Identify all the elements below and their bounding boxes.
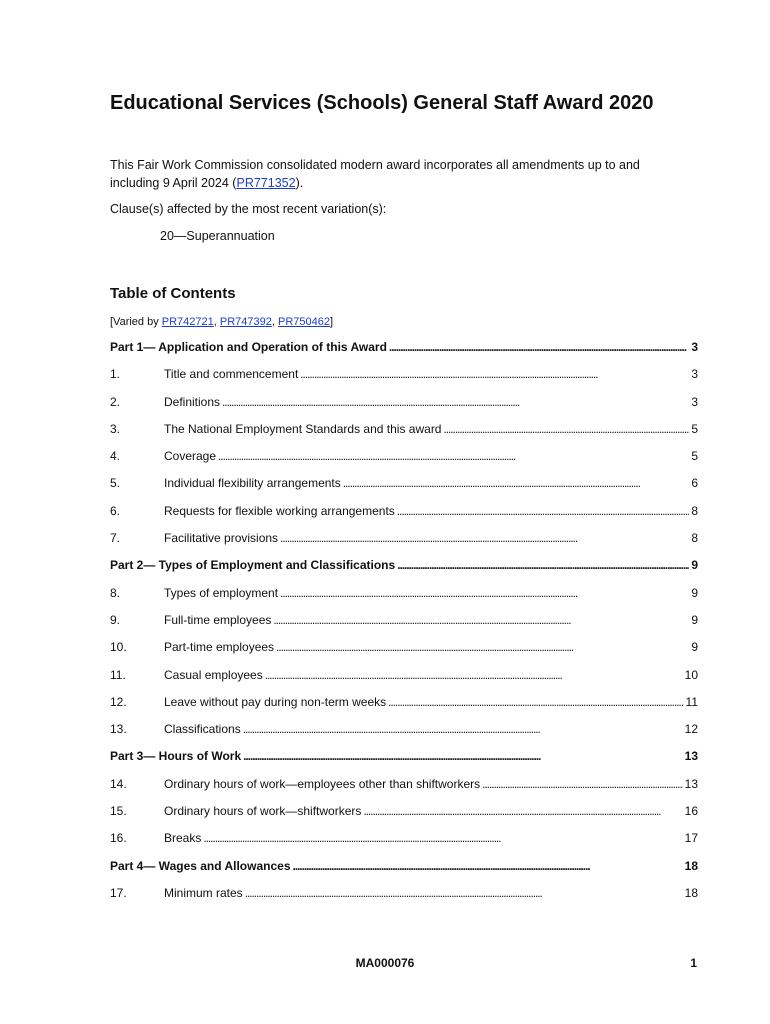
toc-part-entry[interactable]: [110, 859, 698, 886]
toc-dot-leader: [388, 695, 683, 709]
clause-affected-item: 20—Superannuation: [160, 229, 275, 243]
toc-entry-label: Part-time employees: [164, 640, 275, 655]
toc-clause-entry[interactable]: [110, 395, 698, 422]
toc-part-entry[interactable]: [110, 749, 698, 776]
toc-entry-page: 6: [691, 476, 698, 491]
toc-entry-label: Classifications: [164, 722, 241, 737]
toc-entry-page: 9: [691, 558, 698, 573]
toc-entry-number: 8.: [110, 585, 121, 600]
toc-dot-leader: [203, 831, 682, 845]
intro-text-end: ).: [295, 176, 304, 190]
toc-clause-entry[interactable]: [110, 504, 698, 531]
intro-text: This Fair Work Commission consolidated modern award incorporates all amendments up to and including 9 April 2024 (: [110, 158, 640, 190]
toc-entry-number: 3.: [110, 421, 121, 436]
toc-dot-leader: [243, 722, 683, 736]
toc-dot-leader: [265, 668, 683, 682]
toc-clause-entry[interactable]: [110, 476, 698, 503]
footer-page-number: 1: [690, 956, 697, 970]
toc-entry-page: 9: [691, 640, 698, 655]
toc-entry-number: 11.: [110, 667, 126, 682]
toc-entry-label: Part 1— Application and Operation of this Award: [110, 340, 387, 354]
toc-entry-number: 10.: [110, 640, 127, 655]
toc-entry-number: 4.: [110, 449, 121, 464]
toc-entry-number: 16.: [110, 831, 127, 846]
toc-entry-label: Ordinary hours of work—shiftworkers: [164, 804, 362, 819]
toc-clause-entry[interactable]: [110, 586, 698, 613]
variation-link[interactable]: PR750462: [278, 316, 331, 328]
toc-entry-number: 17.: [110, 885, 127, 900]
toc-entry-page: 17: [684, 831, 698, 846]
toc-entry-label: Casual employees: [164, 667, 263, 682]
toc-entry-label: Individual flexibility arrangements: [164, 476, 341, 491]
toc-entry-label: Part 2— Types of Employment and Classifications: [110, 558, 396, 573]
toc-entry-label: Minimum rates: [164, 885, 243, 900]
toc-entry-page: 8: [691, 531, 698, 546]
toc-entry-page: 16: [684, 804, 698, 819]
toc-clause-entry[interactable]: [110, 722, 698, 749]
toc-entry-number: 14.: [110, 776, 127, 791]
separator: ,: [271, 316, 279, 328]
toc-dot-leader: [280, 586, 689, 600]
toc-entry-page: 9: [691, 585, 698, 600]
toc-clause-entry[interactable]: [110, 777, 698, 804]
document-title: Educational Services (Schools) General Staff Award 2020: [110, 92, 654, 114]
toc-dot-leader: [443, 422, 689, 436]
toc-entry-page: 13: [684, 776, 698, 791]
toc-entry-number: 7.: [110, 531, 121, 546]
toc-entry-page: 18: [684, 858, 698, 873]
toc-entry-page: 18: [684, 885, 698, 900]
toc-dot-leader: [276, 640, 689, 654]
toc-part-entry[interactable]: [110, 558, 698, 585]
toc-entry-number: 6.: [110, 503, 121, 518]
toc-clause-entry[interactable]: [110, 449, 698, 476]
toc-dot-leader: [397, 504, 690, 518]
toc-dot-leader: [222, 395, 689, 409]
variation-link[interactable]: PR742721: [161, 316, 214, 328]
toc-entry-number: 13.: [110, 722, 127, 737]
toc-entry-page: 13: [684, 749, 698, 764]
varied-by-note: [110, 316, 333, 328]
toc-dot-leader: [397, 558, 689, 572]
toc-dot-leader: [245, 886, 683, 900]
toc-entry-page: 5: [691, 449, 698, 464]
intro-paragraph: [110, 156, 680, 192]
table-of-contents: [110, 340, 698, 913]
variation-link[interactable]: PR747392: [219, 316, 272, 328]
toc-entry-label: Types of employment: [164, 585, 279, 600]
toc-entry-number: 12.: [110, 694, 127, 709]
toc-clause-entry[interactable]: [110, 831, 698, 858]
clauses-affected-label: Clause(s) affected by the most recent variation(s):: [110, 202, 387, 216]
toc-dot-leader: [280, 531, 689, 545]
toc-entry-label: Part 3— Hours of Work: [110, 749, 242, 764]
toc-dot-leader: [363, 804, 682, 818]
toc-entry-label: Part 4— Wages and Allowances: [110, 858, 291, 873]
toc-entry-label: Title and commencement: [164, 367, 299, 382]
toc-dot-leader: [482, 777, 683, 791]
toc-entry-page: 8: [691, 503, 698, 518]
toc-dot-leader: [389, 340, 689, 354]
varied-prefix: [Varied by: [110, 316, 162, 328]
toc-clause-entry[interactable]: [110, 422, 698, 449]
toc-clause-entry[interactable]: [110, 804, 698, 831]
toc-entry-label: Leave without pay during non-term weeks: [164, 694, 387, 709]
toc-entry-page: 3: [691, 394, 698, 409]
toc-dot-leader: [273, 613, 689, 627]
toc-entry-label: Coverage: [164, 449, 217, 464]
toc-dot-leader: [243, 749, 683, 763]
toc-part-entry[interactable]: [110, 340, 698, 367]
toc-clause-entry[interactable]: [110, 613, 698, 640]
toc-entry-number: 9.: [110, 612, 121, 627]
toc-entry-label: Breaks: [164, 831, 202, 846]
toc-entry-number: 15.: [110, 804, 127, 819]
toc-clause-entry[interactable]: [110, 695, 698, 722]
toc-entry-label: Facilitative provisions: [164, 531, 279, 546]
toc-entry-number: 5.: [110, 476, 121, 491]
varied-suffix: ]: [330, 316, 334, 328]
toc-entry-page: 3: [691, 340, 698, 354]
toc-clause-entry[interactable]: [110, 886, 698, 913]
toc-entry-label: Full-time employees: [164, 612, 272, 627]
toc-entry-label: The National Employment Standards and this award: [164, 421, 442, 436]
toc-entry-page: 10: [684, 667, 698, 682]
toc-entry-page: 3: [691, 367, 698, 382]
toc-entry-page: 9: [691, 612, 698, 627]
toc-clause-entry[interactable]: [110, 367, 698, 394]
toc-entry-label: Definitions: [164, 394, 221, 409]
toc-entry-label: Ordinary hours of work—employees other than shiftworkers: [164, 776, 481, 791]
toc-entry-page: 11: [685, 694, 698, 709]
toc-dot-leader: [293, 859, 683, 873]
toc-entry-page: 5: [691, 421, 698, 436]
toc-entry-page: 12: [684, 722, 698, 737]
amendment-link[interactable]: PR771352: [236, 176, 296, 190]
toc-dot-leader: [300, 367, 689, 381]
toc-entry-label: Requests for flexible working arrangements: [164, 503, 395, 518]
toc-dot-leader: [218, 449, 689, 463]
toc-heading: Table of Contents: [110, 285, 236, 302]
toc-clause-entry[interactable]: [110, 668, 698, 695]
toc-entry-number: 1.: [110, 367, 121, 382]
toc-dot-leader: [343, 476, 690, 490]
toc-entry-number: 2.: [110, 394, 121, 409]
toc-clause-entry[interactable]: [110, 531, 698, 558]
toc-clause-entry[interactable]: [110, 640, 698, 667]
separator: ,: [213, 316, 220, 328]
footer-award-code: MA000076: [355, 956, 415, 970]
